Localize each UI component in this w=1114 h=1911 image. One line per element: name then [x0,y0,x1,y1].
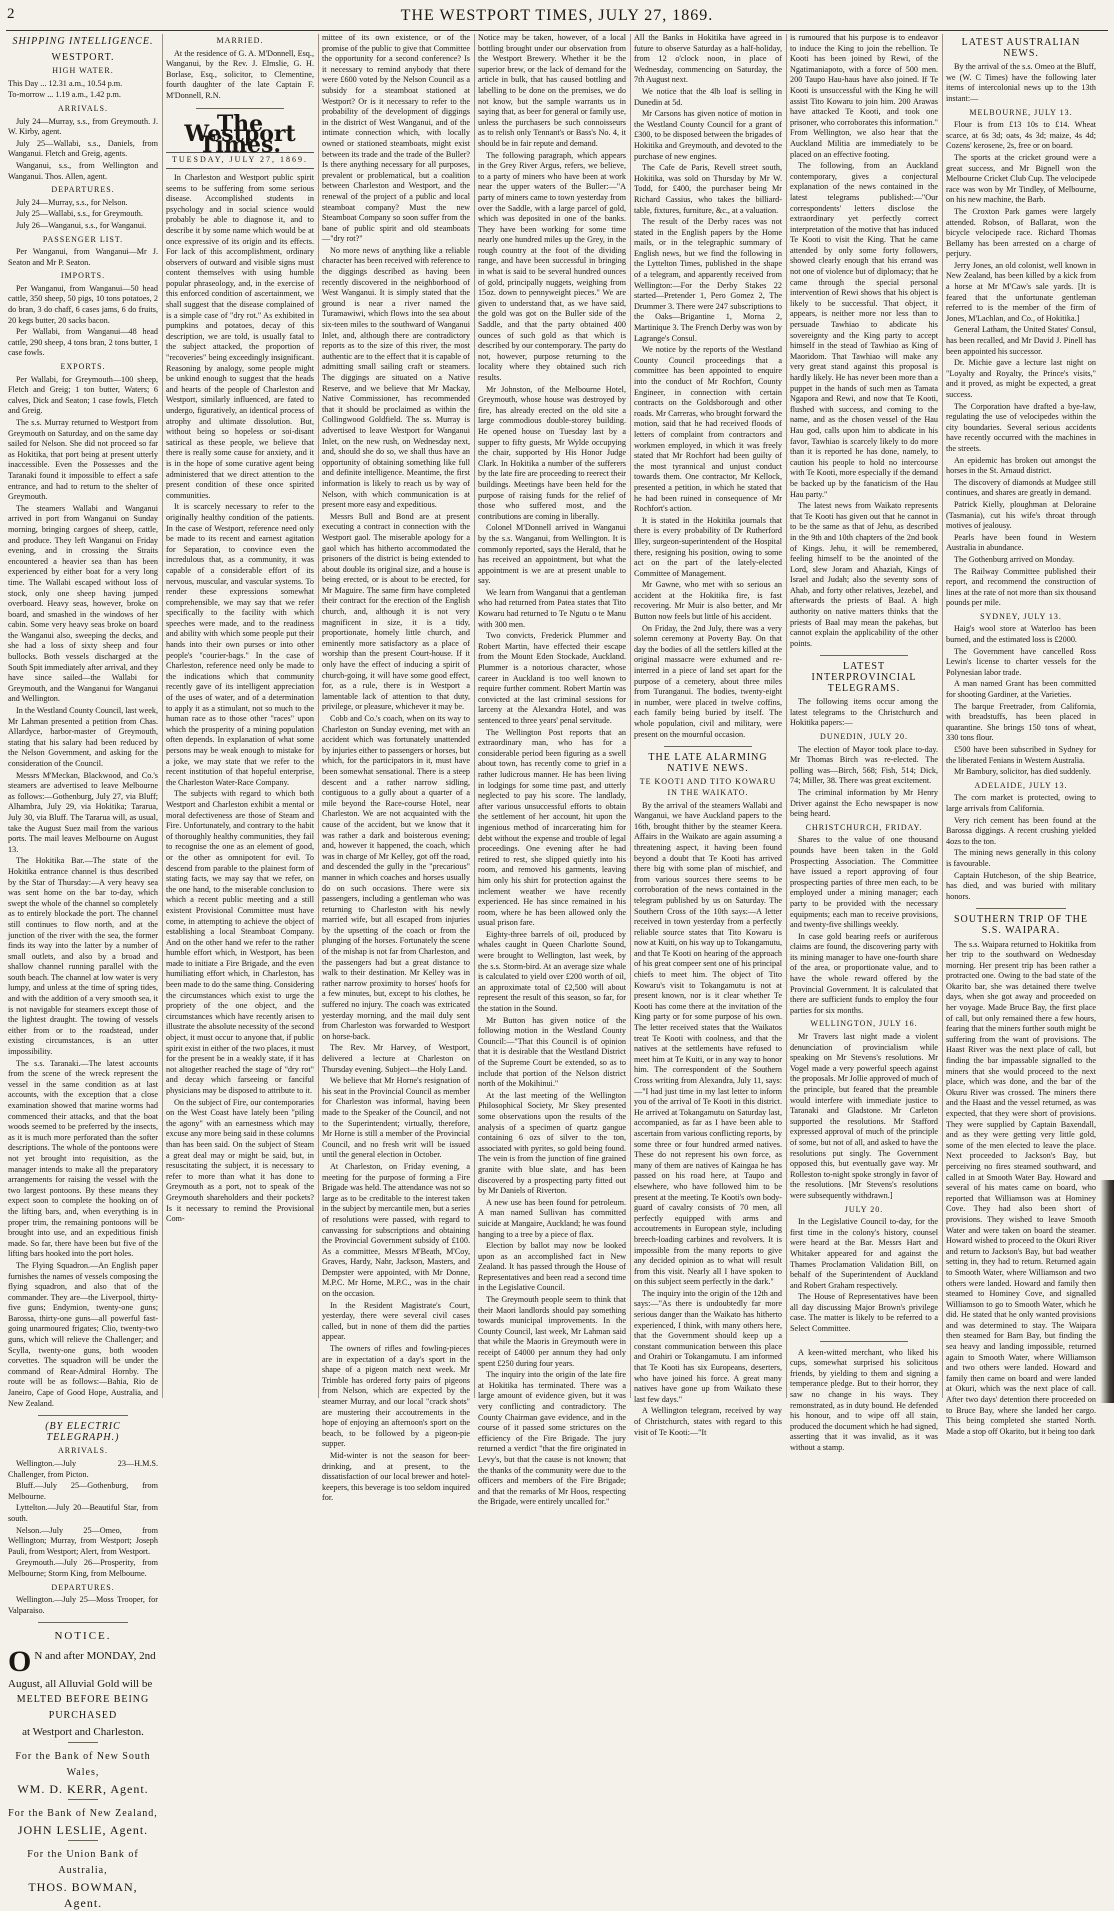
article-paragraph: mittee of its own existence, or of the promise of the public to give that Committee the opportunity for a second conference? Is it necessary to remind anybody that there were £600 voted by the Nelson Council as a subsidy for a steamboat stationed at Westport? Or is it necessary to refer to the probability of the development of diggings in the district of West Wanganui, and of the intimate connection which, with locally owned or stationed steamboats, might exist between its trade and the trade of the Buller? Is there anything necessary for all purposes, prevalent or problematical, but a coalition between Charleston and Westport, and the renewal of the project of a public and local steamboat company? Must the new Steamboat Company so soon suffer from the bane of public spirit and old steamboats—"dry rot?" [322,33,470,244]
article-paragraph: The Greymouth people seem to think that their Maori landlords should pay something towards municipal improvements. In the County Council, last week, Mr Lahman said that while the Maoris in Greymouth were in receipt of £4000 per annum they had only spent £250 during four years. [478,1295,626,1368]
native-news-paragraph: The latest news from Waikato represents that Te Kooti has given out that he cannot in to be the same as that of Jehu, as described in the 9th and 10th chapters of the 2nd book of Kings. Jehu, it will be remembered, feeling himself to be the anointed of the Lord, slew Joram and Ahaziah, Kings of Israel and Judah; also the seventy sons of Ahab, and forty other relatives, Jezebel, and afterwards the priests of Baal. A high authority on native matters thinks that the priests of Baal may mean the pakehas, but cannot explain the applicability of the other points. [790,501,938,648]
tel-departure-entry: Wellington.—July 25—Moss Trooper, for Valparaiso. [8,1595,158,1615]
australian-news-paragraph: Mr Bambury, solicitor, has died suddenly. [954,767,1091,777]
passenger-heading: PASSENGER LIST. [42,234,124,244]
article-paragraph: At the last meeting of the Wellington Philosophical Society, Mr Skey presented some observations upon the results of the analysis of a specimen of quartz gangue containing 6 ozs of silver to the ton, associated with pyrites, so gold being found. The vein is from the junction of fine grained granite with blue slate, and has been discovered by a prospecting party fitted out by Mr Daniels of Riverton. [478,1090,626,1196]
bank-name: For the Bank of New Zealand, [8,1807,158,1819]
article-paragraph: At Charleston, on Friday evening, a meeting for the purpose of forming a Fire Brigade was held. The attendance was not so large as to be creditable to the interest taken in the subject by mercantile men, but a series of resolutions were passed, with regard to canvassing for subscriptions and obtaining the Provincial Government subsidy of £100. As a committee, Messrs M'Beath, M'Coy, Graves, Hardy, Nahr, Jackson, Masters, and Dempster were appointed, with Mr Donne, M.P.C. Mr Horne, M.P.C., was in the chair on the occasion. [322,1161,470,1299]
telegram-dateline: WELLINGTON, JULY 16. [810,1019,918,1029]
anecdote-paragraph: A keen-witted merchant, who liked his cups, somewhat surprised his solicitous friends, by yielding to them and signing a temperance pledge. But to their horror, they saw no change in his ways. They remonstrated, as in duty bound. He defended his honour, and to wipe off all stain, produced the document which he had signed, asserting that it was invalid, as it was without a stamp. [790,1347,939,1452]
notice-line: at Westport and Charleston. [22,1725,144,1738]
article-paragraph: We notice that the 4lb loaf is selling in Dunedin at 5d. [634,86,782,107]
page-number: 2 [7,6,15,22]
native-news-paragraph: The following, from an Auckland contemporary, gives a conjectural explanation of the news contained in the latest telegrams published:—"Our correspondents' letters disclose the extraordinary yet perfectly correct interpretation of the motive that has induced Te Kooti to visit the King. That he came attended by only some forty followers, showed clearly enough that his errand was not one of violence but of diplomacy; that he came through the special personal intervention of Rewi shows that his object is likely to be successful. That object, it appears, is neither more nor less than to persuade Tawhiao to abdicate his sovereignty and the King party to accept himself in the stead of Tawhiao as King of Maoridom. That Tawhiao will make any very great stand against this proposal is hardly likely. He has never been more than a puppet in the hands of such men as Tamata Ngapora and Rewi, and now that Te Kooti, flushed with success, and coming to the name, and as the chosen vessel of the Hau Hau god, calls upon him to abdicate in his favor, Tawhiao is scarcely likely to do more than it is reported he has done, namely, to caution his people to hold no intercourse with Te Kooti, more especially if the demand be backed up by the fanaticism of the Hau Hau party." [790,161,938,499]
notice-line: MELTED BEFORE BEING PURCHASED [16,1693,150,1721]
editorial-paragraph: In Charleston and Westport public spirit seems to be suffering from some serious disease. Accomplished students in psychology and in social science would probably be able to diagnose it, and to describe it by some name which would be at once expressive of its origin and its effects. For lack of this accomplishment, ordinary observers of outward and visible signs must content themselves with using humble popular phraseology, and, in the exercise of this enforced condition of ascertainment, we shall suggest that the disease complained of is a simple case of "dry rot." As exhibited in pumpkins and potatoes, decay of this description, we are told, is usually fatal to the subject attacked, the proportion of "recoveries" being exceedingly insignificant. Reasoning by analogy, some people might be unkind enough to suggest that the heads and hearts of the people of Charleston and Westport, similarly influenced, are fated to undergo, figuratively, an identical process of atrophy and ultimate dissolution. But, without being so hopeless or soi-disant satirical as these people, we believe that there is really some cause for anxiety, and it is in the hope of some curative agent being administered that we direct attention to the present condition of these once spirited communities. [166,172,314,500]
scan-edge-shadow [1100,1180,1114,1403]
arrival-entry: July 24—Murray, s.s., from Greymouth. J. W. Kirby, agent. [8,116,158,137]
australian-news-paragraph: The mining news generally in this colony is favourable. [946,848,1096,868]
article-paragraph: Mr Button has given notice of the following motion in the Westland County Council:—"That this Council is of opinion that it is desirable that the Westland District of the Supreme Court be extended, so as to include that portion of the Nelson district north of the Mokihinui." [478,1015,626,1089]
shipping-paragraph: In the Westland County Council, last week, Mr Lahman presented a petition from Chas. Allardyce, harbor-master of Greymouth, stating that his salary had been reduced by the Nelson Government, and asking for the consideration of the Council. [8,706,158,768]
article-paragraph: Colonel M'Donnell arrived in Wanganui by the s.s. Wanganui, from Wellington. It is commonly reported, says the Herald, that he has received an appointment, but what the appointment is we are at present unable to say. [478,523,626,586]
divider [38,1415,128,1416]
native-news-paragraph: By the arrival of the steamers Wallabi and Wanganui, we have Auckland papers to the 16th, brought thither by the steamer Keera. Affairs in the Waikato are again assuming a threatening aspect, it having been found beyond a doubt that Te Kooti has arrived there big with some plan of mischief, and from various sources there seems to be corroboration of the news contained in the telegram published by us on Saturday. The Southern Cross of the 10th says:—A letter received in town yesterday from a perfectly reliable source states that Tito Kowaru is now at Kuiti, on his way up to Tokangamutu, and that Te Kooti on hearing of the approach of his great compeer sent one of his principal chiefs to meet him. The object of Tito Kowaru's visit to Tokangamutu is not at present known, nor is it clear whether Te Kooti has come there at the invitation of the King party or for some purpose of his own. The letter received states that the Waikatos treat Te Kooti with coolness, and that the natives at the settlements have refused to meet him at Te Kuiti, or in any way to honor him. The correspondent of the Southern Cross writing from Alexandra, July 11, says:—"I had just time in my last letter to inform you of the arrival of Te Kooti in this district. He arrived at Tokangamutu on Saturday last, accompanied, as far as I have been able to ascertain from various conflicting reports, by some three or four hundred armed natives. These do not represent his own force, as many of them are natives of Kaingaa he has passed on his road here, at Taupo and elsewhere, who have followed him to be present at the meeting. Te Kooti's own body-guard of cavalry consists of 70 men, all perfectly equipped with arms and accoutrements in European style, including breech-loading carbines and revolvers. It is impossible from the many reports to give any decided opinion as to what will result from this visit. Nearly all I have spoken to on this subject seem perfectly in the dark." [634,800,783,1287]
australian-news-paragraph: The Corporation have drafted a bye-law, regulating the use of velocipedes within the city boundaries. Several serious accidents have recently occurred with the machines in the streets. [946,401,1096,453]
column-rule [162,34,163,1398]
shipping-paragraph: The s.s. Murray returned to Westport from Greymouth on Saturday, and on the same day sailed for Nelson. She did not proceed so far as Hokitika, that port being at present utterly inaccessible. Even the Possesses and the Taranaki found it impossible to effect a safe entrance, and had to return to the shelter of Greymouth. [8,418,158,502]
article-paragraph: On Friday, the 2nd July, there was a very solemn ceremony at Poverty Bay. On that day the bodies of all the settlers killed at the original massacre were exhumed and re-interred in a piece of land set apart for the purpose of a cemetery, about three miles from Turanganui. The bodies, twenty-eight in number, were placed in twelve coffins, each family being buried by itself. The whole population, civil and military, were present on the mournful occasion. [634,623,782,739]
departure-entry: July 26—Wanganui, s.s., for Wanganui. [16,220,147,230]
departures-heading: DEPARTURES. [51,185,115,195]
import-entry: Per Wallabi, from Wanganui—48 head cattle, 290 sheep, 4 tons bran, 2 tons butter, 1 case fowls. [8,327,158,358]
australian-news-heading: LATEST AUSTRALIAN NEWS. [961,37,1081,59]
bank-agent: JOHN LESLIE, Agent. [17,1822,149,1837]
article-paragraph: The Cafe de Paris, Revell street south, Hokitika, was sold on Thursday by Mr W. Todd, for £400, the purchaser being Mr Richard Cassius, who takes the billiard-table, fixtures, furniture, &c., at a valuation. [634,163,782,215]
australian-news-paragraph: £500 have been subscribed in Sydney for the liberated Fenians in Western Australia. [946,745,1096,765]
article-paragraph: In the Resident Magistrate's Court, yesterday, there were several civil cases called, but in none of them did the parties appear. [322,1300,470,1342]
australian-dateline: SYDNEY, JULY 13. [980,611,1062,621]
native-news-paragraph: The inquiry into the origin of the 12th and says:—"As there is undoubtedly far more serious danger than the Waikato has hitherto experienced, I think, with many others here, that the Government should keep up a constant communication between this place and Orahiri or Tokangamutu. I am informed that Te Kooti has six Europeans, deserters, who have joined his force. A great many natives have gone up from Waikato these last few days." [634,1288,782,1404]
australian-news-paragraph: Jerry Jones, an old colonist, well known in New Zealand, has been killed by a kick from a horse at Mr M'Caw's sale yards. [It is feared that the unfortunate gentleman referred to is the member of the firm of Jones, M'Lachlan, and Co., of Hokitika.] [946,260,1096,323]
column-1 [8,33,158,1910]
australian-news-paragraph: The sports at the cricket ground were a great success, and Mr Bignell won the Melbourne Cricket Club Cup. The velocipede race was won by Mr Tindley, of Melbourne, on his new machine, the Barb. [946,152,1096,205]
australian-news-paragraph: The Government have cancelled Ross Lewin's license to charter vessels for the Polynesian labor trade. [946,646,1096,677]
telegram-paragraph: The following items occur among the latest telegrams to the Christchurch and Hokitika papers:— [790,697,938,728]
column-6 [790,33,939,1452]
divider [68,1840,98,1841]
column-4 [478,33,627,1507]
export-entry: Per Wallabi, for Greymouth—100 sheep, Fletch and Greig; 1 ton butter, Waters; 6 calves, Dick and Seaton; 1 case fowls, Fletch and Greig. [8,374,158,416]
article-paragraph: We believe that Mr Horne's resignation of his seat in the Provincial Council as member for Charleston was informal, having been made to the Speaker of the Council, and not to the Superintendent; virtually, therefore, Mr Horne is still a member of the Provincial Council, and no fresh writ will be issued until the general election in October. [322,1076,470,1160]
divider [820,1341,908,1342]
import-entry: Per Wanganui, from Wanganui—50 head cattle, 350 sheep, 50 pigs, 10 tons potatoes, 2 do bran, 3 do chaff, 6 cases jams, 6 do fruits, 20 kegs butter, 20 sacks bacon. [8,283,158,325]
native-news-paragraph: A Wellington telegram, received by way of Christchurch, states with regard to this visit of Te Kooti:—"It [634,1406,782,1437]
native-news-paragraph: is rumoured that his purpose is to endeavor to induce the King to join the rebellion. Te Kooti has been joined by Rewi, of the Ngatimaniapoto, with a force of 500 men. 200 Taupo Hau-haus have also joined. If Te Kooti is unsuccessful with the King he will assist Tito Kowaru to join him. 200 Arawas have attacked Te Kooti, and took one prisoner, who corroborates this information." From Wellington, we also hear that the Auckland Militia are immediately to be placed on an effective footing. [790,33,938,159]
native-news-subheading: TE KOOTI AND TITO KOWARU IN THE WAIKATO. [639,777,777,797]
tel-arrival-entry: Wellington.—July 23—H.M.S. Challenger, from Picton. [8,1459,158,1479]
exports-heading: EXPORTS. [60,362,106,372]
australian-news-paragraph: Flour is from £13 10s to £14. Wheat scarce, at 6s 3d; oats, 4s 3d; maize, 4s 4d; Cozens' kerosene, 2s, free or on board. [946,120,1096,151]
article-paragraph: The result of the Derby races was not stated in the English papers by the Home mails, or in the telegraphic summary of English news, but we find the following in the Lyttelton Times, published in the shape of a telegram, and apparently received from Wellington:—For the Derby Stakes 22 started—Pretender 1, Pero Gomez 2, The Drummer 3. There were 247 subscriptions to the Oaks—Brigantine 1, Morna 2, Martinique 3. The French Derby was won by Lagrange's Consul. [634,217,782,343]
passenger-entry: Per Wanganui, from Wanganui—Mr J. Seaton and Mr P. Seaton. [8,247,158,267]
telegrams-heading: LATEST INTERPROVINCIAL TELEGRAMS. [811,661,917,694]
article-paragraph: Two convicts, Frederick Plummer and Robert Martin, have effected their escape from the Mount Eden Stockade, Auckland. Plummer is a notorious character, whose career in Auckland is too well known to require further comment. Robert Martin was convicted at the last criminal sessions for larceny at the Alexandra Hotel, and was sentenced to three years' penal servitude. [478,631,626,725]
column-rule [942,34,943,1398]
native-news-heading: THE LATE ALARMING NATIVE NEWS. [648,752,768,774]
australian-news-paragraph: The barque Freetrader, from California, with breadstuffs, has been placed in quarantine. She brings 150 tons of wheat, 330 tons flour. [946,701,1096,743]
column-7 [946,33,1096,1436]
article-paragraph: The following paragraph, which appears in the Grey River Argus, refers, we believe, to a party of miners who have been at work near the upper waters of the Buller:—"A party of miners came to town yesterday from over the Saddle, with a large parcel of gold, which was deposited in one of the banks. They have been working for some time nearly one hundred miles up the Grey, in the rough country at the foot of the dividing range, and have been successful in bringing in what is said to be several hundred ounces of gold, principally nuggets, weighing from 15oz. down to pennyweight pieces." We are given to understand that, as we have said, the gold was got on the Buller side of the Saddle, and that the party obtained 400 ounces of such gold as that which is described by our contemporary. The party do not, however, purpose returning to the locality where they obtained such rich results. [478,150,626,382]
article-paragraph: Election by ballot may now be looked upon as an accomplished fact in New Zealand. It has passed through the House of Representatives and been read a second time in the Legislative Council. [478,1241,626,1293]
column-rule [474,34,475,1398]
shipping-paragraph: The Flying Squadron.—An English paper furnishes the names of vessels composing the flying squadron, and also that of the commander. They are—the Liverpool, thirty-five guns; Endymion, twenty-one guns; Barossa, thirty-one guns—all powerful fast-going unarmoured frigates; Clio, twenty-two guns, which will relieve the Challenger; and Scylla, twenty-one guns, both wooden corvettes. The squadron will be under the command of Rear-Admiral Hornby. The route will be as follows:—Bahia, Rio de Janeiro, Cape of Good Hope, Australia, and New Zealand. [8,1260,158,1408]
australian-news-paragraph: The Gothenburg arrived on Monday. [954,554,1075,564]
shipping-paragraph: The s.s. Taranaki.—The latest accounts from the scene of the wreck represent the vessel in the same condition as at last accounts, with the exception that a close examination showed that marine worms had commenced their attacks, and that the boat woods seemed to be preferred by the insects, as it is much more perforated than the softer descriptions. The whole of the pontoons were not yet brought into requisition, as the manager intends to make all the preparatory arrangements for raising the vessel with the two largest pontoons. By these means they expect soon to complete the hooking on of the lifting bars, and, when everything is in proper trim, the remaining pontoons will be brought into use, and an expeditious finish made. So far, there have been but five of the lifting bars hooked into the port holes. [8,1058,158,1259]
married-heading: MARRIED. [216,36,264,45]
telegram-paragraph: The criminal information by Mr Henry Driver against the Echo newspaper is now being heard. [790,787,938,819]
article-paragraph: Notice may be taken, however, of a local bottling brought under our observation from the Westport Brewery. Whether it be the superior brew, or the lack of demand for the article in bulk, that has caused bottling and labelling to be done on the premises, we do not know, but the sample warrants us in saying that, as beer for general or family use, unless the purchasers be such connoisseurs as to relish only Tennant's or Bass's No. 4, it should be in fair repute and demand. [478,33,626,148]
australian-news-paragraph: The Croxton Park games were largely attended. Robson, of Ballarat, won the bicycle velocipede race. Richard Thomas Bellamy has been arrested on a charge of perjury. [946,206,1096,259]
editorial-paragraph: It is scarcely necessary to refer to the originally healthy condition of the patients. In the case of Westport, reference need only be made to its recent and earnest agitation for Separation, to convince even the incredulous that, as a community, it was capable of a considerable effort of its nervous, muscular, and vascular systems. To render these expressions somewhat comprehensible, we may say that we refer specifically to the facility with which speeches were made, and to the readiness and ability with which some people put their hands into their own purses or into other people's "courier-bags." In the case of Charleston, reference need only be made to the indications which that community recently gave of its intelligent appreciation of the uses of water, and of a determination to apply it as a stimulant, not so much to the human race as to those other "races" upon which the prosperity of a mining population often depends. In explanation of what some persons may be weak enough to mistake for a joke, we may state that we refer to the recent institution of that hopeful enterprise, the Charleston Water-Race Company. [166,502,314,787]
article-paragraph: The inquiry into the origin of the late fire at Hokitika has terminated. There was a large amount of evidence given, but it was very conflicting and contradictory. The County Chairman gave evidence, and in the course of it passed some strictures on the efficiency of the Fire Brigade. The jury returned a verdict "that the fire originated in Levy's, but that the cause is not known; that the thanks of the community were due to the officers and members of the Fire Brigade; and that the remarks of Mr Hoos, respecting the Brigade, were entirely uncalled for." [478,1370,626,1507]
telegram-paragraph: In the Legislative Council to-day, for the first time in the colony's history, counsel were heard at the Bar. Messrs Hart and Whitaker appeared for and against the Thames Proclamation Validation Bill, on behalf of the Superintendent of Auckland and Robert Graham respectively. [790,1217,938,1290]
bank-name: For the Union Bank of Australia, [27,1848,139,1876]
tel-arrival-entry: Nelson.—July 25—Omeo, from Wellington; Murray, from Westport; Joseph Pauli, from Westport; Alert, from Westport. [8,1525,158,1556]
tide-table [8,79,158,101]
article-paragraph: All the Banks in Hokitika have agreed in future to observe Saturday as a half-holiday, from 12 o'clock noon, in place of Wednesday, commencing on Saturday, the 7th August next. [634,33,782,85]
australian-news-paragraph: Pearls have been found in Western Australia in abundance. [946,532,1096,553]
tel-departures-heading: DEPARTURES. [51,1582,115,1592]
divider [820,655,908,656]
shipping-paragraph: Messrs M'Meckan, Blackwood, and Co.'s steamers are advertised to leave Melbourne as follows:—Gothenburg, July 27, via Bluff; Alhambra, July 29, via Hokitika; Tararua, July 30, via Bluff. The Tararua will, as usual, take the August Suez mail from the various ports. The mail leaves Melbourne on August 13. [8,770,158,854]
arrivals-heading: ARRIVALS. [58,103,108,113]
article-paragraph: Eighty-three barrels of oil, produced by whales caught in Queen Charlotte Sound, were brought to Wellington, last week, by the s.s. Storm-bird. At an average size whale is calculated to yield over £200 worth of oil, an approximate total of £2,500 will about represent the result of this season, so far, for the station in the Sound. [478,929,626,1014]
divider [68,1799,98,1800]
article-paragraph: Messrs Bull and Bond are at present executing a contract in connection with the Westport gaol. The miserable apology for a gaol which has hitherto accommodated the prisoners of the district is being extended to about double its original size, and a house is being erected, or is about to be erected, for Mr Maguire. The same firm have completed their contract for the erection of the English church, and, although it is not very magnificent in size, it is a tidy, proportionate, homely little church, and eminently more satisfactory as a place of worship than the present Court-house. If it only have the effect of inducing a spirit of church-going, it will have some good effect, for, as a rule, there is in Westport a lamentable lack of attention to that duty, privilege, or pleasure, whichever it may be. [322,511,470,712]
notice-dropcap: O [8,1644,32,1678]
editorial-paragraph: The subjects with regard to which both Westport and Charleston exhibit a mental or moral defectiveness are those of Steam and Fire. Unfortunately, and contrary to the habit of thoroughly healthy communities, they fail to recognise the one as an element of good, or the other as omnipotent for evil. To descend from parable to the plainest form of stating facts, we may say that we refer, on the one hand, to the miserable conclusion to which a recent public meeting and a still existent Provisional Committee must have come, in attempting to achieve the object of establishing a local Steamboat Company. And on the other hand we refer to the rather humble effort which, in Westport, has been made to initiate a Fire Brigade, and the even humiliating effort which, in Charleston, has been made to do the same thing. Considering the circumstances which exist to urge the propriety of the one object, and the circumstances which have recently arisen to illustrate the absolute necessity of the second object, it must occur to anyone that, if public spirit exist in either of the two places, it must for the present be in a weakly state, if it has not altogether reached the stage of "dry rot" and decay which farseeing or fanciful physicians may be disposed to attribute to it. [166,789,314,1095]
divider [976,908,1066,909]
article-paragraph: A new use has been found for petroleum. A man named Sullivan has committed suicide at Mangaire, Auckland; he was found hanging to a tree by a piece of flax. [478,1197,627,1239]
article-paragraph: Mr Carsons has given notice of motion in the Westland County Council for a grant of £300, to be disposed between the brigades of Hokitika and Greymouth, and devoted to the purchase of new engines. [634,109,782,161]
australian-news-paragraph: A man named Grant has been committed for shooting Gardiner, at the Varieties. [946,679,1096,700]
article-paragraph: No more news of anything like a reliable character has been received with reference to the diggings described as having been recently discovered in the neighborhood of West Wanganui. It is simply stated that the ground is near a river named the Turamawiwi, which flows into the sea about six-teen miles to the southward of Wanganui Inlet, and, although there are contradictory reports as to the size of this river, the most authentic are to the effect that it is capable of admitting small sailing craft or steamers. The diggings are situated on a Native Reserve, and we believe that Mr Mackay, Native Commissioner, has recommended that it should be proclaimed as within the Collingwood Goldfield. The ss. Murray is advertised to leave Westport for Wanganui Inlet, on the new rush, on Wednesday next, and, should she do so, we shall thus have an opportunity of obtaining something like full and definite intelligence. Meantime, the first information is likely to reach us by way of Nelson, with which communication is at present more easy and expeditious. [322,245,470,510]
arrival-entry: Wanganui, s.s., from Wellington and Wanganui. Thos. Allen, agent. [8,160,158,181]
masthead-rule [6,30,1108,31]
australian-news-paragraph: Haig's wool store at Waterloo has been burned, and the estimated loss is £2000. [946,624,1096,645]
column-3 [322,33,470,1503]
australian-news-paragraph: The discovery of diamonds at Mudgee still continues, and shares are greatly in demand. [946,477,1096,498]
australian-news-paragraph: The Railway Committee published their report, and recommend the construction of lines at the rate of not more than six thousand pounds per mile. [946,566,1096,608]
telegram-paragraph: Mr Travers last night made a violent denunciation of provincialism while speaking on Mr Stevens's resolutions. Mr Vogel made a very powerful speech against the proposals. Mr Jollie approved of much of the principle, but feared that the preamble would interfere with immediate justice to Taranaki and Gladstone. Mr Carleton supported the resolutions. Mr Stafford expressed approval of much of the principle of some, but not of all, and asked to have the resolutions put singly. The Government opposed this, but eventually gave way. Mr Rolleston to-night spoke strongly in favor of the resolutions. [Mr Stevens's resolutions were subsequently withdrawn.] [790,1032,938,1200]
article-paragraph: The Wellington Post reports that an extraordinary man, who has for a considerable period been figuring as a swell about town, has recently come to grief in a rather ludicrous manner. He has been living in lodgings for some time past, and utterly neglected to pay his score. The landlady, after various unsuccessful efforts to obtain the settlement of her account, hit upon the ingenious method of incarcerating him for debt without the expense and trouble of legal proceedings. One evening after he had retired to rest, she slipped quietly into his room, and removed his garments, leaving him only his shirt for protection against the inclement weather we have recently experienced. He has since remained in his room, where he has been allowed only the usual prison fare. [478,727,626,928]
divider [38,1622,128,1623]
tel-arrival-entry: Lyttelton.—July 20—Beautiful Star, from south. [8,1503,158,1523]
article-paragraph: The owners of rifles and fowling-pieces are in expectation of a day's sport in the shape of a pigeon match next week. Mr Trimble has ordered forty pairs of pigeons from Nelson, which are expected by the steamer Murray, and our local "crack shots" are mustering their accoutrements in the hope of enjoying an afternoon's sport on the beach, to be followed by a pigeon-pie supper. [322,1344,470,1449]
article-paragraph: Mr Johnston, of the Melbourne Hotel, Greymouth, whose house was destroyed by fire, has already erected on the old site a large commodious double-storey building. He opened house on Tuesday last by a supper to fifty guests, Mr Wylde occupying the chair, supported by His Honor Judge Clark. In Hokitika a number of the sufferers by the late fire are proceeding to reerect their buildings. Meetings have been held for the purpose of raising funds for the relief of those who suffered most, and the contributions are coming in liberally. [478,384,626,521]
australian-news-paragraph: The corn market is protected, owing to large arrivals from California. [946,793,1096,813]
column-rule [630,34,631,1398]
masthead-title: THE WESTPORT TIMES, JULY 27, 1869. [400,7,714,24]
telegram-dateline: CHRISTCHURCH, FRIDAY. [805,822,923,832]
article-paragraph: We notice by the reports of the Westland County Council proceedings that a committee has been appointed to enquire into the conduct of Mr Rochfort, County Engineer, in connection with certain contracts on the Goldsborough and other roads. Mr Carreras, who brought forward the motion, said that he had received floods of letters of complaint from contractors and workmen employed, in which it was freely stated that Mr Rochfort had been guilty of the most tyrannical and unjust conduct towards them. One contractor, Mr Kellock, presented a petition, in which he stated that he had been ruined in consequence of Mr Rochfort's action. [634,345,782,514]
article-paragraph: We learn from Wanganui that a gentleman who had returned from Patea states that Tito Kowaru had returned to Te Ngutu o te Manu with 300 men. [478,587,626,629]
telegram-paragraph: The election of Mayor took place to-day. Mr Thomas Birch was re-elected. The polling was—Birch, 568; Fish, 514; Dick, 74; Miller, 38. There was great excitement. [790,744,938,786]
notice-line: August, all Alluvial Gold will be [8,1677,153,1690]
australian-news-paragraph: General Latham, the United States' Consul, has been recalled, and Mr David J. Pinell has been appointed his successor. [946,325,1096,356]
article-paragraph: Cobb and Co.'s coach, when on its way to Charleston on Sunday evening, met with an accident which was fortunately unattended by injuries either to passengers or horses, but which, for the participators in it, must have been somewhat sensational. There is a steep descent and a rather narrow sidling, contiguous to a gully about a quarter of a mile beyond the Race-course Hotel, near Charleston. We are not acquainted with the cause of the accident, but we know that it was rather a dark and boisterous evening; and, however it happened, the coach, which was in charge of Mr Kelley, got off the road, and descended the gully in the "precarious" manner in which coaches and horses usually do on such occasions. There were six passengers, including a gentleman who was returning to Charleston with his newly married wife, but all escaped from injuries by the upsetting of the coach or from the plunging of the horses. Fortunately the scene of the mishap is not far from Charleston, and the passengers had but a great distance to walk to their destination. Mr Kelley was in rather narrow proximity to horses' hoofs for a few minutes, but, except to his clothes, he suffered no injury. The coach was extricated yesterday morning, and the mail duly sent from Charleston was forwarded to Westport on horse-back. [322,714,470,1041]
article-paragraph: The Rev. Mr Harvey, of Westport, delivered a lecture at Charleston on Thursday evening. Subject—the Holy Land. [322,1043,470,1074]
telegram-dateline: DUNEDIN, JULY 20. [820,732,908,741]
bank-agent: WM. D. KERR, Agent. [17,1781,149,1796]
waipara-trip-paragraph: The s.s. Waipara returned to Hokitika from her trip to the southward on Wednesday morning. Her present trip has been rather a protracted one. Owing to the bad state of the Okarito bar, she was detained there twelve days, when she got away and proceeded on her voyage. Made Bruce Bay, the first place of call, but only remained there a few hours, fearing that the miners further south might be suffering from the want of provisions. The Haast River was the next place of call, but finding the bar impassable signalled to the miners that she would proceed to the next place, which was done, and the bar of the Okuru River was crossed. The miners there and the Haast and the vessel returned, as was expected, that they were short of provisions. They were supplied by Captain Baxendall, and as they were getting very little gold, some of the men elected to leave the place. Next proceeded to Jackson's Bay, but perceiving no fires steamed southward, and called in at Smooth Water Bay. Howard and several of his mates came on board, who reported that Williamson was at Hominey Cove. They had also been short of provisions. They wished to leave Smooth Water and were taken on board the steamer. Howard wished to proceed to the Okuri River and return to Jackson's Bay, but bad weather setting in, they had to return. Returned again to Smooth Water, where Williamson and two others were landed. Howard and family then steamed to Hominey Cove, and signalled Williamson to go to Smooth Water, which he did. He stated that he only wanted provisions and was determined to stay. The Waipara then steamed for Barn Bay, but finding the sea heavy and landing impossible, returned again to Smooth Water, where Williamson and two others were landed. Howard and family then came on board and were landed at Okuri, which was the next place of call. After two days' detention there proceeded on to Bruce Bay, where she landed her cargo. This being completed she started North. Made a stop off Okarito, but it being too dark [946,939,1096,1436]
port-heading: WESTPORT. [51,51,115,63]
article-paragraph: Mid-winter is not the season for beer-drinking, and at present, to the dissatisfaction of our local brewer and hotel-keepers, this beverage is too seldom inquired for. [322,1450,470,1503]
australian-news-paragraph: Patrick Kielly, ploughman at Deloraine (Tasmania), cut his wife's throat through motives of jealousy. [946,499,1096,531]
bank-agent: THOS. BOWMAN, Agent. [28,1879,138,1910]
telegram-paragraph: Shares to the value of one thousand pounds have been taken in the Gold Prospecting Association. The Committee have issued a report approving of four prospecting parties of three men each, to be employed under a mining manager; each party to be provided with the necessary equipments; each man to receive provisions, and twenty-five shillings weekly. [790,835,938,930]
gold-notice-advert [8,1644,158,1911]
editorial-nameplate: The Westport Times. [184,110,296,158]
imports-heading: IMPORTS. [60,271,106,281]
australian-dateline: MELBOURNE, JULY 13. [969,107,1073,117]
tel-arrivals-heading: ARRIVALS. [58,1446,108,1456]
married-notice: At the residence of G. A. M'Donnell, Esq., Wanganui, by the Rev. J. Elmslie, G. H. Borlase, Esq., solicitor, to Clementine, fourth daughter of the late Captain F. M'Donnell, R.N. [166,48,314,100]
article-paragraph: It is stated in the Hokitika journals that there is every probability of Dr Rutherford Illey, surgeon-superintendent of the Hospital there, resigning his position, owing to some act on the part of the lately-elected Committee of Management. [634,515,782,578]
telegram-paragraph: In case gold bearing reefs or auriferous claims are found, the discovering party with its mining manager to have one-fourth share of the area, or proportionate value, and to have the whole reward offered by the Provincial Government. It is calculated that there are sufficient funds to employ the four parties for six months. [790,931,938,1015]
australian-news-paragraph: An epidemic has broken out amongst the horses in the St. Arnaud district. [946,455,1096,476]
shipping-paragraph: The steamers Wallabi and Wanganui arrived in port from Wanganui on Sunday morning, bringing cargoes of sheep, cattle, and produce. They left Wanganui on Friday evening, and in crossing the Straits encountered a heavier sea than has been experienced by either boat for a very long time. The Wallabi escaped without loss of stock, only one sheep having jumped overboard. Heavy seas, however, broke on board, and smashed in the windows of her cabin. Some very heavy seas broke on board the Wanganui also, sweeping the decks, and she had a loss of sixty sheep and four bullocks. Both vessels discharged at the South Spit immediately after arrival, and they have since sailed—the Wallabi for Greymouth, and the Wanganui for Wanganui and Wellington. [8,503,158,704]
column-5 [634,33,783,1437]
australian-dateline: ADELAIDE, JULY 13. [974,780,1068,790]
departure-entry: July 24—Murray, s.s., for Nelson. [16,197,128,207]
arrival-entry: July 25—Wallabi, s.s., Daniels, from Wanganui. Fletch and Greig, agents. [8,138,158,159]
telegram-dateline: JULY 20. [844,1204,884,1214]
telegram-paragraph: The House of Representatives have been all day discussing Major Brown's privilege case. The matter is likely to be referred to a Select Committee. [790,1292,938,1334]
divider [68,1742,98,1743]
departure-entry: July 25—Wallabi, s.s., for Greymouth. [16,209,143,219]
editorial-paragraph: On the subject of Fire, our contemporaries on the West Coast have lately been "piling the agony" with an earnestness which may excuse any more being said in these columns than has been said. On the subject of Steam a great deal may or might be said, but, in resuscitating the subject, it is necessary to refer to more than what it has done to Greymouth as a port, not to speak of the Greymouth shareholders and their pockets? Is it necessary to remind the Provisional Com- [166,1097,314,1224]
bank-name: For the Bank of New South Wales, [15,1750,151,1778]
telegraph-heading: (BY ELECTRIC TELEGRAPH.) [45,1421,121,1443]
tel-arrival-entry: Greymouth.—July 26—Prosperity, from Melbourne; Storm King, from Melbourne. [8,1558,158,1578]
tide-row: This Day ... 12.31 a.m., 10.54 p.m. [8,78,123,88]
article-paragraph: Mr Gawne, who met with so serious an accident at the Hokitika fire, is fast recovering. Mr Muir is also better, and Mr Button now feels but little of his accident. [634,580,782,622]
shipping-heading: SHIPPING INTELLIGENCE. [12,36,154,47]
tide-row: To-morrow ... 1.19 a.m., 1.42 p.m. [8,90,121,100]
divider [196,108,284,109]
column-rule [786,34,787,1398]
column-2 [166,33,314,1398]
waipara-trip-heading: SOUTHERN TRIP OF THE S.S. WAIPARA. [954,914,1088,936]
tel-arrival-entry: Bluff.—July 25—Gothenburg, from Melbourne. [8,1481,158,1501]
divider [664,746,752,747]
notice-line: N and after MONDAY, 2nd [34,1649,156,1662]
notice-heading: NOTICE. [54,1630,112,1643]
shipping-paragraph: The Hokitika Bar.—The state of the Hokitika entrance channel is thus described by the Star of Thursday:—A very heavy sea was sent home on the bar to-day, which swept the whole of the channel so completely as to entirely blockade the port. The channel still continues to flow north, and at the junction of the river with the sea, the former finds its way into the latter by a number of small outlets, and also by a broad and shallow channel running parallel with the south beach. The channel at low water is very lumpy, and unless at the time of spring tides, and with the addition of a very smooth sea, it is not navigable for steamers except those of the lightest draught. The towing of vessels either from or to the roadstead, under existing circumstances, is an utter impossibility. [8,856,158,1057]
editorial-dateline: TUESDAY, JULY 27, 1869. [166,152,314,169]
australian-news-paragraph: Very rich cement has been found at the Barossa diggings. A recent crushing yielded 4ozs to the ton. [946,815,1096,846]
australian-news-paragraph: By the arrival of the s.s. Omeo at the Bluff, we (W. C Times) have the following later items of intercolonial news up to the 13th instant:— [946,62,1096,103]
australian-news-paragraph: Dr. Michie gave a lecture last night on "Loyalty and Royalty, the Prince's visits," and it proved, as might be expected, a great success. [946,358,1096,399]
tide-heading: HIGH WATER. [52,66,114,76]
column-rule [318,34,319,1398]
australian-news-paragraph: Captain Hutcheson, of the ship Beatrice, has died, and was buried with military honors. [946,870,1096,901]
masthead [0,0,1114,30]
